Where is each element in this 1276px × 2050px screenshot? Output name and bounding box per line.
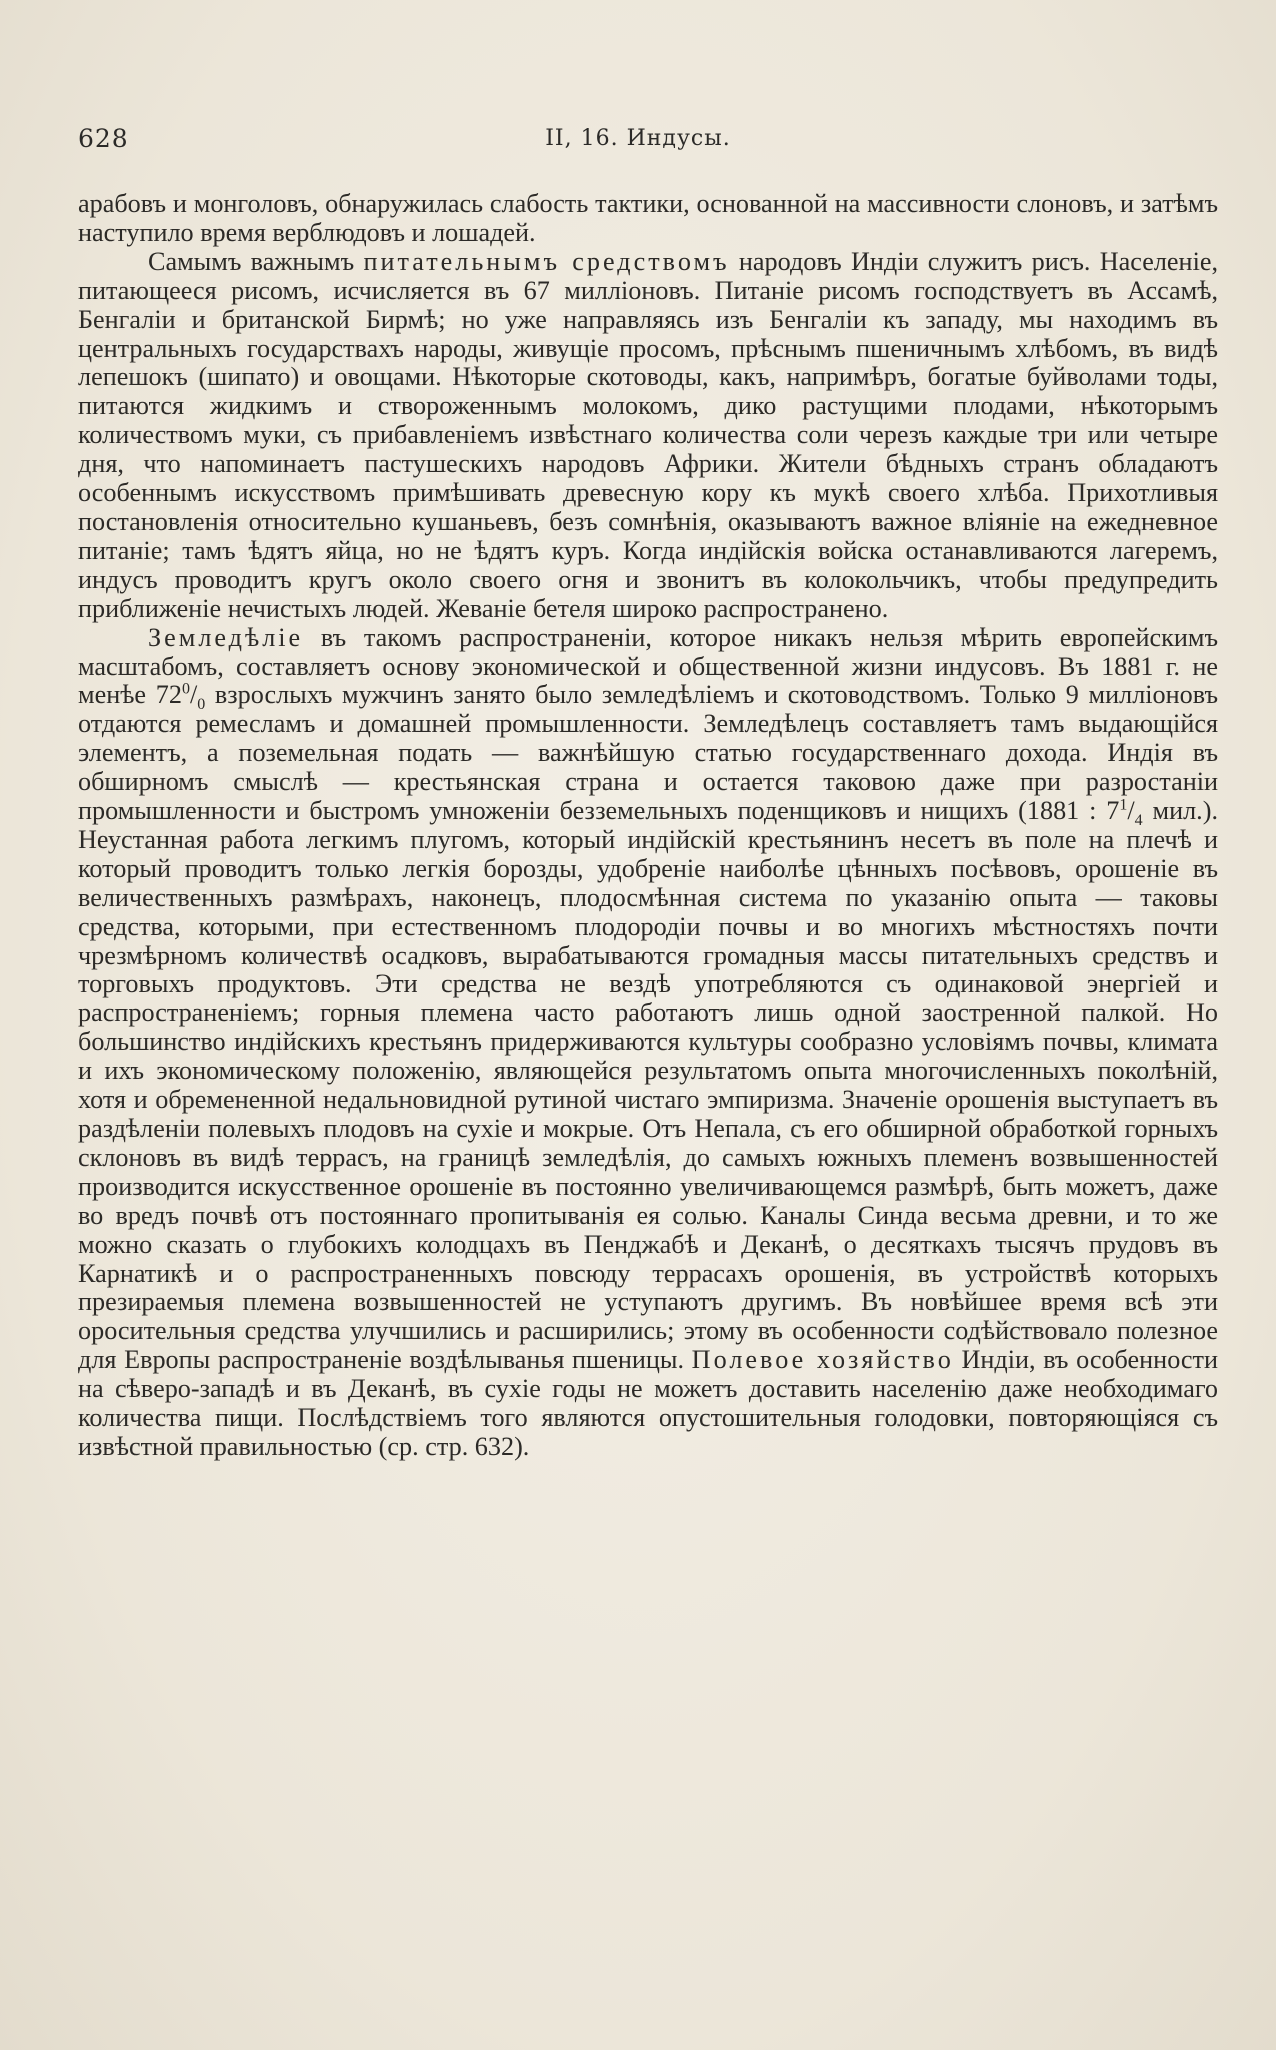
- paragraph-text: Индіи, въ особенности на сѣверо-западѣ и въ Деканѣ, въ сухіе годы не можетъ доставить населенію даже необходимаго количества пищи. Послѣдствіемъ того являются опустошительныя голодовки, повторяющіяся съ извѣстной правильностью (ср. стр. 632).: [78, 1345, 1219, 1461]
- paragraph: Земледѣліе въ такомъ распространеніи, которое никакъ нельзя мѣрить европейскимъ масштабомъ, составляетъ основу экономической и общественной жизни индусовъ. Въ 1881 г. не менѣе $72^0/_0$ взрослыхъ мужчинъ занято было земледѣліемъ и скотоводствомъ. Только 9 милліоновъ отдаются ремесламъ и домашней промышленности. Земледѣлецъ составляетъ тамъ выдающійся элементъ, а поземельная подать — важнѣйшую статью государственнаго дохода. Индія въ обширномъ смыслѣ — крестьянская страна и остается таковою даже при разростаніи промышленности и быстромъ умноженіи безземельныхъ поденщиковъ и нищихъ (1881 : $7^1/_4$ мил.). Неустанная работа легкимъ плугомъ, который индійскій крестьянинъ несетъ въ поле на плечѣ и который проводитъ только легкія борозды, удобреніе наиболѣе цѣнныхъ посѣвовъ, орошеніе въ величественныхъ размѣрахъ, наконецъ, плодосмѣнная система по указанію опыта — таковы средства, которыми, при естественномъ плодородіи почвы и во многихъ мѣстностяхъ почти чрезмѣрномъ количествѣ осадковъ, вырабатываются громадныя массы питательныхъ средствъ и торговыхъ продуктовъ. Эти средства не вездѣ употребляются съ одинаковой энергіей и распространеніемъ; горныя племена часто работаютъ лишь одной заостренной палкой. Но большинство индійскихъ крестьянъ придерживаются культуры сообразно условіямъ почвы, климата и ихъ экономическому положенію, являющейся результатомъ опыта многочисленныхъ поколѣній, хотя и обремененной недальновидной рутиной чистаго эмпиризма. Значеніе орошенія выступаетъ въ раздѣленіи полевыхъ плодовъ на сухіе и мокрые. Отъ Непала, съ его обширной обработкой горныхъ склоновъ въ видѣ террасъ, на границѣ земледѣлія, до самыхъ южныхъ племенъ возвышенностей производится искусственное орошеніе въ постоянно увеличивающемся размѣрѣ, быть можетъ, даже во вредъ почвѣ отъ постояннаго пропитыванія ея солью. Каналы Синда весьма древни, и то же можно сказать о глубокихъ колодцахъ въ Пенджабѣ и Деканѣ, о десяткахъ тысячъ прудовъ въ Карнатикѣ и о распространенныхъ повсюду террасахъ орошенія, въ устройствѣ которыхъ презираемыя племена возвышенностей не уступаютъ другимъ. Въ новѣйшее время всѣ эти оросительныя средства улучшились и расширились; этому въ особенности содѣйствовало полезное для Европы распространеніе воздѣлыванья пшеницы. Полевое хозяйство Индіи, въ особенности на сѣверо-западѣ и въ Деканѣ, въ сухіе годы не можетъ доставить населенію даже необходимаго количества пищи. Послѣдствіемъ того являются опустошительныя голодовки, повторяющіяся съ извѣстной правильностью (ср. стр. 632).: [78, 622, 1219, 1461]
- paragraph-text: взрослыхъ мужчинъ занято было земледѣліемъ и скотоводствомъ. Только 9 милліоновъ отдаются ремесламъ и домашней промышленности. Земледѣлецъ составляетъ тамъ выдающійся элементъ, а поземельная подать — важнѣйшую статью государственнаго дохода. Индія въ обширномъ смыслѣ — крестьянская страна и остается таковою даже при разростаніи промышленности и быстромъ умноженіи безземельныхъ поденщиковъ и нищихъ (1881 : 7: [78, 680, 1218, 826]
- page-header: [78, 124, 1198, 168]
- paragraph-lead: Самымъ важнымъ: [148, 246, 355, 276]
- percent-slash: /: [189, 680, 198, 710]
- fraction-numerator: 1: [1119, 796, 1128, 814]
- page-number: 628: [78, 124, 129, 153]
- spaced-emphasis: Земледѣліе: [148, 622, 304, 652]
- paragraph: [78, 190, 1218, 248]
- paragraph-text: арабовъ и монголовъ, обнаружилась слабость тактики, основанной на массивности слоновъ, и затѣмъ наступило время верблюдовъ и лошадей.: [78, 189, 1218, 247]
- percent-sub: 0: [197, 696, 206, 714]
- paragraph-text: мил.). Неустанная работа легкимъ плугомъ, который индійскій крестьянинъ несетъ въ поле на плечѣ и который проводитъ только легкія борозды, удобреніе наиболѣе цѣнныхъ посѣвовъ, орошеніе въ величественныхъ размѣрахъ, наконецъ, плодосмѣнная система по указанію опыта — таковы средства, которыми, при естественномъ плодородіи почвы и во многихъ мѣстностяхъ почти чрезмѣрномъ количествѣ осадковъ, вырабатываются громадныя массы питательныхъ средствъ и торговыхъ продуктовъ. Эти средства не вездѣ употребляются съ одинаковой энергіей и распространеніемъ; горныя племена часто работаютъ лишь одной заостренной палкой. Но большинство индійскихъ крестьянъ придерживаются культуры сообразно условіямъ почвы, климата и ихъ экономическому положенію, являющейся результатомъ опыта многочисленныхъ поколѣній, хотя и обремененной недальновидной рутиной чистаго эмпиризма. Значеніе орошенія выступаетъ въ раздѣленіи полевыхъ плодовъ на сухіе и мокрые. Отъ Непала, съ его обширной обработкой горныхъ склоновъ въ видѣ террасъ, на границѣ земледѣлія, до самыхъ южныхъ племенъ возвышенностей производится искусственное орошеніе въ постоянно увеличивающемся размѣрѣ, быть можетъ, даже во вредъ почвѣ отъ постояннаго пропитыванія ея солью. Каналы Синда весьма древни, и то же можно сказать о глубокихъ колодцахъ въ Пенджабѣ и Деканѣ, о десяткахъ тысячъ прудовъ въ Карнатикѣ и о распространенныхъ повсюду террасахъ орошенія, въ устройствѣ которыхъ презираемыя племена возвышенностей не уступаютъ другимъ. Въ новѣйшее время всѣ эти оросительныя средства улучшились и расширились; этому въ особенности содѣйствовало полезное для Европы распространеніе воздѣлыванья пшеницы.: [78, 796, 1218, 1375]
- paragraph-text: народовъ Индіи служитъ рисъ. Населеніе, питающееся рисомъ, исчисляется въ 67 милліоновъ. Питаніе рисомъ господствуетъ въ Ассамѣ, Бенгаліи и британской Бирмѣ; но уже направляясь изъ Бенгаліи къ западу, мы находимъ въ центральныхъ государствахъ народы, живущіе просомъ, прѣснымъ пшеничнымъ хлѣбомъ, въ видѣ лепешокъ (шипато) и овощами. Нѣкоторые скотоводы, какъ, напримѣръ, богатые буйволами тоды, питаются жидкимъ и створоженнымъ молокомъ, дико растущими плодами, нѣкоторымъ количествомъ муки, съ прибавленіемъ извѣстнаго количества соли черезъ каждые три или четыре дня, что напоминаетъ пастушескихъ народовъ Африки. Жители бѣдныхъ странъ обладаютъ особеннымъ искусствомъ примѣшивать древесную кору къ мукѣ своего хлѣба. Прихотливыя постановленія относительно кушаньевъ, безъ сомнѣнія, оказываютъ важное вліяніе на ежедневное питаніе; тамъ ѣдятъ яйца, но не ѣдятъ куръ. Когда индійскія войска останавливаются лагеремъ, индусъ проводитъ кругъ около своего огня и звонитъ въ колокольчикъ, чтобы предупредить приближеніе нечистыхъ людей. Жеваніе бетеля широко распространено.: [78, 246, 1219, 623]
- running-head: II, 16. Индусы.: [545, 126, 731, 151]
- fraction-denominator: 4: [1134, 812, 1143, 830]
- body-text: [78, 190, 1218, 1462]
- paragraph: [78, 248, 1218, 624]
- percent-sup: 0: [181, 680, 190, 698]
- spaced-emphasis: питательнымъ средствомъ: [363, 246, 730, 276]
- paragraph-text: въ такомъ распространеніи, которое никакъ нельзя мѣрить европейскимъ масштабомъ, составляетъ основу экономической и общественной жизни индусовъ. Въ 1881 г. не менѣе 72: [78, 622, 1218, 710]
- spaced-emphasis: Полевое хозяйство: [691, 1345, 954, 1375]
